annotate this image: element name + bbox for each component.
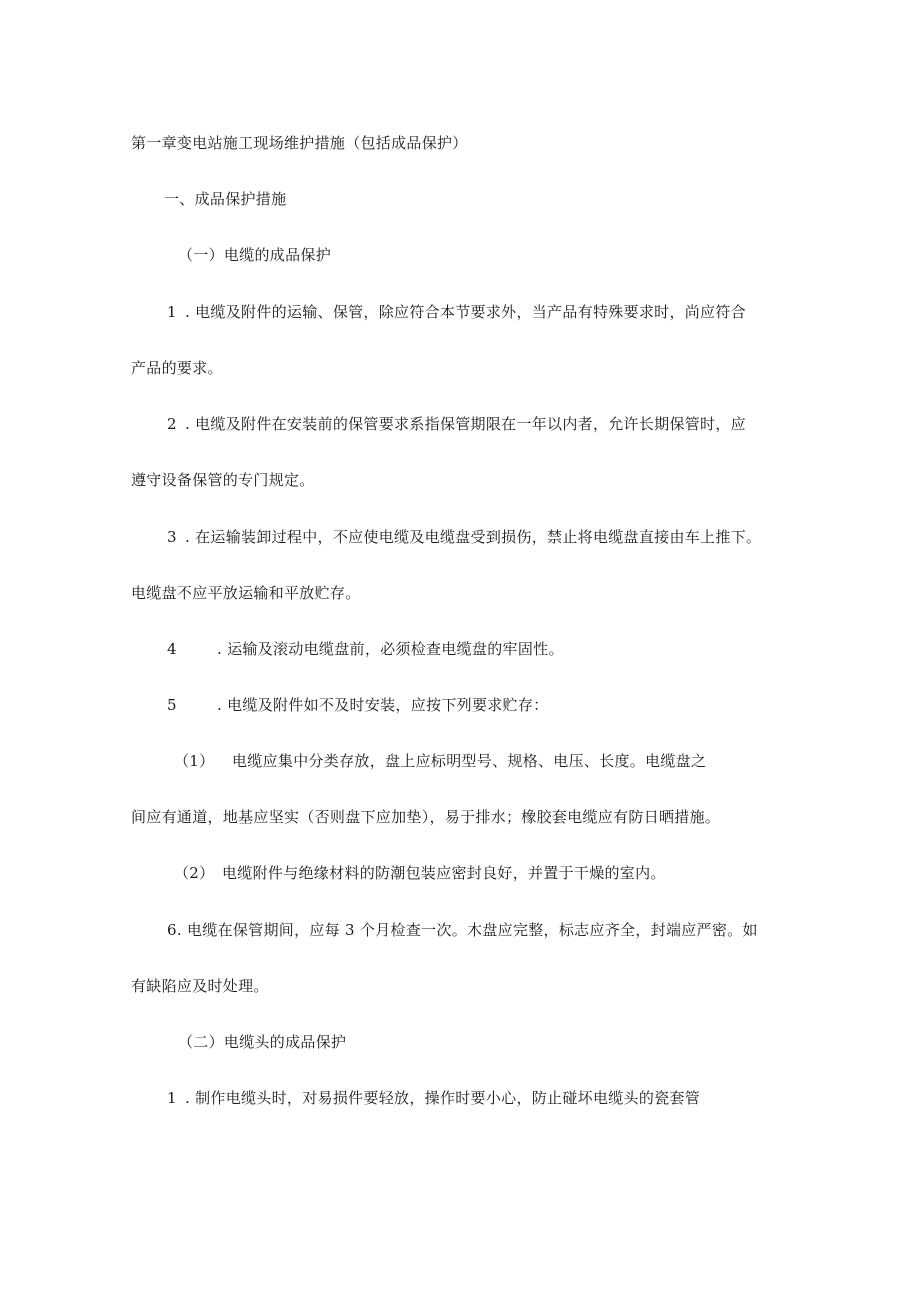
paragraph-continuation: 电缆盘不应平放运输和平放贮存。 [131,584,361,602]
paragraph-item-1 [167,302,746,322]
paragraph-continuation: 遵守设备保管的专门规定。 [131,471,315,489]
paragraph-text: . 电缆及附件的运输、保管，除应符合本节要求外，当产品有特殊要求时，尚应符合 [185,303,746,321]
item-number: 2 [167,415,177,433]
chapter-title: 第一章变电站施工现场维护措施（包括成品保护） [131,134,468,152]
item-number: 5 [167,696,177,714]
item-number: 3 [167,528,177,546]
sub-item-number: （1） [174,752,215,770]
paragraph-text: . 电缆及附件在安装前的保管要求系指保管期限在一年以内者，允许长期保管时，应 [185,415,746,433]
paragraph-item-4 [167,639,564,659]
sub-item-number: （2） [174,864,215,882]
subsection-heading: （二）电缆头的成品保护 [178,1033,347,1051]
paragraph-continuation: 间应有通道，地基应坚实（否则盘下应加垫），易于排水；橡胶套电缆应有防日晒措施。 [131,808,721,826]
section-heading: 一、成品保护措施 [164,190,287,208]
paragraph-item-3 [167,527,761,547]
item-number: 1 [167,1089,177,1107]
paragraph-text: . 在运输装卸过程中，不应使电缆及电缆盘受到损伤，禁止将电缆盘直接由车上推下。 [185,528,762,546]
paragraph-text: . 运输及滚动电缆盘前，必须检查电缆盘的牢固性。 [217,640,564,658]
paragraph-continuation: 产品的要求。 [131,359,223,377]
sub-item-5-2 [174,863,666,883]
item-number: 1 [167,303,177,321]
paragraph-sub2-item-1 [167,1088,700,1108]
paragraph-text: . 制作电缆头时，对易损件要轻放，操作时要小心，防止碰坏电缆头的瓷套管 [185,1089,701,1107]
sub-item-5-1 [174,751,706,771]
paragraph-text: 电缆附件与绝缘材料的防潮包装应密封良好，并置于干燥的室内。 [222,864,666,882]
paragraph-item-5 [167,695,548,715]
paragraph-text: . 电缆及附件如不及时安装，应按下列要求贮存： [217,696,549,714]
paragraph-continuation: 有缺陷应及时处理。 [131,977,269,995]
item-number: 4 [167,640,177,658]
subsection-heading: （一）电缆的成品保护 [178,246,332,264]
paragraph-text: 电缆应集中分类存放，盘上应标明型号、规格、电压、长度。电缆盘之 [232,752,707,770]
paragraph-item-2 [167,414,746,434]
paragraph-item-6: 6. 电缆在保管期间，应每 3 个月检查一次。木盘应完整，标志应齐全，封端应严密。如 [167,921,758,939]
